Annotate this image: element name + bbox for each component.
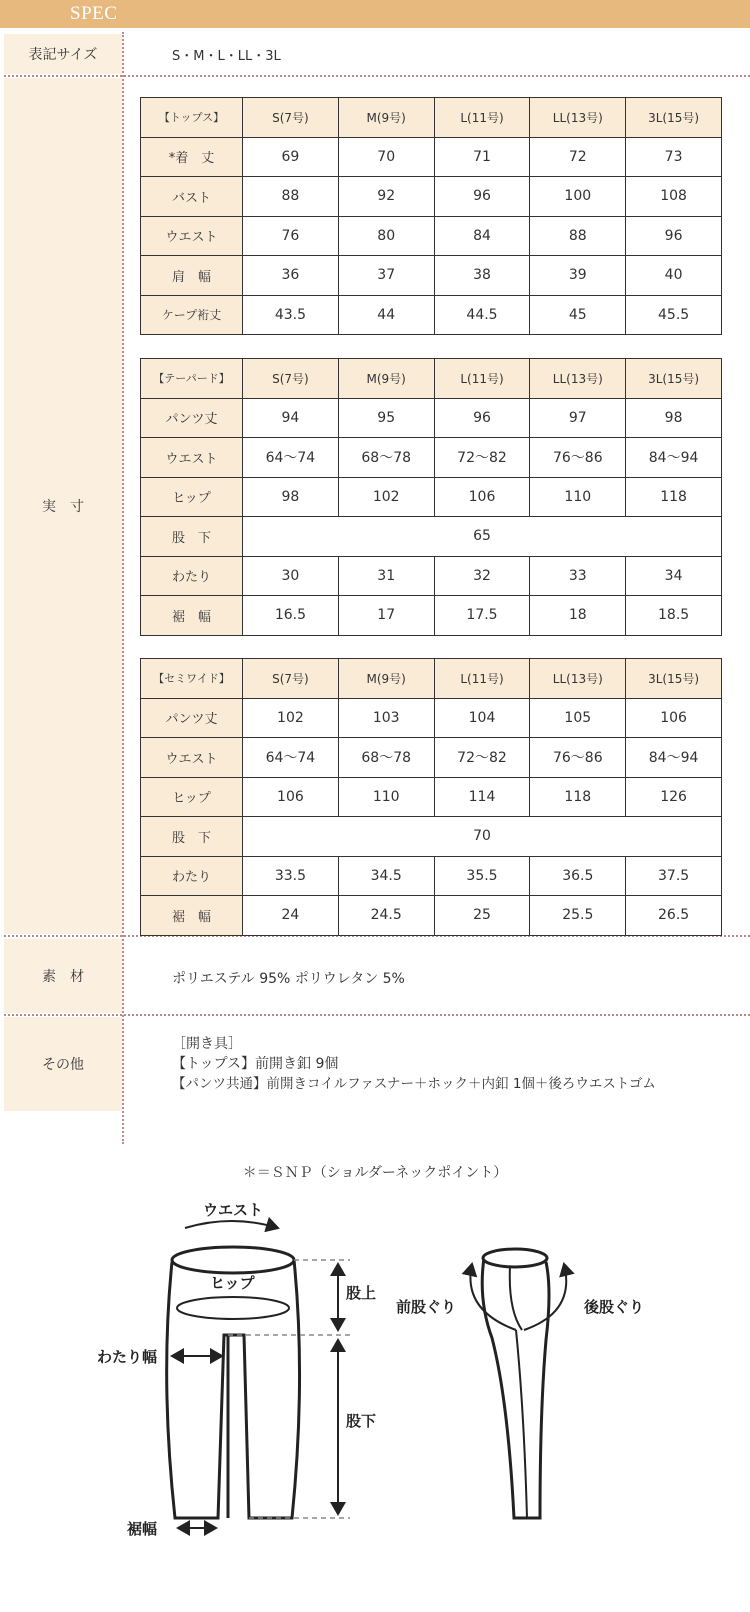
table-header-cell: 【セミワイド】 [141,659,243,699]
table-cell: 108 [626,177,722,217]
table-cell: 64〜74 [243,738,339,778]
table-cell: 114 [434,777,530,817]
table-cell: 84〜94 [626,738,722,778]
row-label: ヒップ [141,477,243,517]
table-cell: 84 [434,216,530,256]
table-header-cell: LL(13号) [530,98,626,138]
table-cell: 97 [530,398,626,438]
table-header-cell: S(7号) [243,359,339,399]
table-header-cell: M(9号) [338,98,434,138]
row-label: パンツ丈 [141,698,243,738]
table-cell: 100 [530,177,626,217]
table-cell-merged: 65 [243,517,722,557]
size-notation-value: S・M・L・LL・3L [172,49,281,64]
table-cell: 110 [530,477,626,517]
table-row [141,398,722,438]
table-cell: 88 [530,216,626,256]
side-pants-illustration [482,1249,549,1518]
table-header-cell: S(7号) [243,659,339,699]
table-cell: 76〜86 [530,438,626,478]
material-value: ポリエステル 95% ポリウレタン 5% [172,971,405,987]
row-label: ウエスト [141,738,243,778]
table-header-row [141,98,722,138]
table-row [141,517,722,557]
table-cell: 92 [338,177,434,217]
table-cell: 103 [338,698,434,738]
table-row [141,896,722,936]
table-row [141,698,722,738]
table-cell: 106 [626,698,722,738]
row-label: ウエスト [141,216,243,256]
table-cell: 110 [338,777,434,817]
table-header-cell: LL(13号) [530,659,626,699]
other-label: その他 [4,1017,122,1111]
spec-title: SPEC [70,3,118,24]
table-row [141,256,722,296]
thigh-width-label: わたり幅 [97,1348,158,1366]
table-header-cell: L(11号) [434,98,530,138]
table-cell: 24 [243,896,339,936]
table-cell: 118 [626,477,722,517]
table-cell: 30 [243,556,339,596]
table-cell: 68〜78 [338,438,434,478]
table-cell: 40 [626,256,722,296]
actual-size-label: 実 寸 [4,78,122,934]
table-cell: 33.5 [243,856,339,896]
table-cell: 36.5 [530,856,626,896]
table-cell: 96 [626,216,722,256]
hip-label: ヒップ [210,1274,255,1292]
table-cell: 98 [243,477,339,517]
other-line: 【トップス】前開き釦 9個 [172,1056,339,1072]
row-divider [4,1014,750,1016]
table-cell: 95 [338,398,434,438]
table-header-cell: 3L(15号) [626,359,722,399]
table-cell: 102 [338,477,434,517]
table-row [141,856,722,896]
table-cell: 43.5 [243,295,339,335]
table-row [141,777,722,817]
table-header-cell: L(11号) [434,659,530,699]
table-cell: 118 [530,777,626,817]
table-row [141,137,722,177]
table-cell: 32 [434,556,530,596]
table-cell: 26.5 [626,896,722,936]
table-cell: 35.5 [434,856,530,896]
other-line: ［開き具］ [172,1036,242,1052]
table-row [141,216,722,256]
table-row [141,477,722,517]
tops-size-table [140,97,722,335]
table-cell: 17 [338,596,434,636]
hip-arrow [177,1297,289,1319]
table-cell: 106 [243,777,339,817]
table-cell: 16.5 [243,596,339,636]
table-cell: 98 [626,398,722,438]
table-header-cell: 【テーパード】 [141,359,243,399]
table-cell: 105 [530,698,626,738]
other-value [172,1034,656,1094]
table-cell: 70 [338,137,434,177]
table-cell: 45 [530,295,626,335]
row-label: ウエスト [141,438,243,478]
table-header-cell: L(11号) [434,359,530,399]
table-cell: 18 [530,596,626,636]
table-header-row [141,359,722,399]
table-cell: 39 [530,256,626,296]
table-cell: 96 [434,177,530,217]
measurement-diagram [0,1180,750,1612]
table-row [141,817,722,857]
table-cell: 34.5 [338,856,434,896]
table-header-row [141,659,722,699]
table-header-cell: M(9号) [338,659,434,699]
table-cell: 72〜82 [434,438,530,478]
table-cell: 44.5 [434,295,530,335]
table-cell: 76 [243,216,339,256]
row-label: 肩 幅 [141,256,243,296]
table-cell: 88 [243,177,339,217]
table-cell: 72 [530,137,626,177]
table-cell: 69 [243,137,339,177]
table-cell: 84〜94 [626,438,722,478]
table-header-cell: 3L(15号) [626,659,722,699]
vertical-divider [122,32,124,1144]
table-header-cell: 3L(15号) [626,98,722,138]
waist-label: ウエスト [203,1201,264,1219]
table-row [141,556,722,596]
row-label: ヒップ [141,777,243,817]
table-cell: 37 [338,256,434,296]
row-label: パンツ丈 [141,398,243,438]
row-label: *着 丈 [141,137,243,177]
table-row [141,596,722,636]
material-label: 素 材 [4,939,122,1013]
semiwide-size-table [140,658,722,936]
back-rise-arrow [524,1264,566,1330]
table-header-cell: 【トップス】 [141,98,243,138]
table-cell: 33 [530,556,626,596]
table-cell: 24.5 [338,896,434,936]
waist-arrow [185,1221,278,1228]
snp-note: ＊＝ＳＮＰ（ショルダーネックポイント） [242,1165,508,1181]
table-cell: 25 [434,896,530,936]
table-cell: 64〜74 [243,438,339,478]
table-cell: 18.5 [626,596,722,636]
table-cell: 25.5 [530,896,626,936]
table-cell: 96 [434,398,530,438]
table-header-cell: S(7号) [243,98,339,138]
table-cell: 106 [434,477,530,517]
tapered-size-table [140,358,722,636]
table-cell: 34 [626,556,722,596]
table-cell: 72〜82 [434,738,530,778]
row-label: 股 下 [141,517,243,557]
row-label: わたり [141,556,243,596]
table-cell: 45.5 [626,295,722,335]
table-header-cell: M(9号) [338,359,434,399]
table-row [141,738,722,778]
table-cell: 38 [434,256,530,296]
inseam-label: 股下 [346,1412,377,1430]
table-row [141,438,722,478]
table-row [141,177,722,217]
table-cell: 37.5 [626,856,722,896]
row-label: 裾 幅 [141,596,243,636]
table-cell: 44 [338,295,434,335]
row-label: 裾 幅 [141,896,243,936]
size-notation-label: 表記サイズ [4,34,122,74]
table-cell: 17.5 [434,596,530,636]
table-row [141,295,722,335]
row-divider [4,75,750,77]
table-cell: 94 [243,398,339,438]
table-cell: 71 [434,137,530,177]
table-cell: 73 [626,137,722,177]
table-cell: 126 [626,777,722,817]
table-cell: 36 [243,256,339,296]
row-label: わたり [141,856,243,896]
table-cell-merged: 70 [243,817,722,857]
back-rise-label: 後股ぐり [584,1298,645,1316]
other-line: 【パンツ共通】前開きコイルファスナー＋ホック＋内釦 1個＋後ろウエストゴム [172,1076,656,1092]
rise-label: 股上 [346,1284,377,1302]
row-label: 股 下 [141,817,243,857]
table-cell: 104 [434,698,530,738]
table-cell: 31 [338,556,434,596]
table-cell: 80 [338,216,434,256]
hem-width-label: 裾幅 [127,1520,158,1538]
front-rise-label: 前股ぐり [396,1298,457,1316]
row-label: ケープ裄丈 [141,295,243,335]
spec-header-bar [0,0,750,28]
row-label: バスト [141,177,243,217]
table-cell: 68〜78 [338,738,434,778]
table-cell: 102 [243,698,339,738]
table-header-cell: LL(13号) [530,359,626,399]
table-cell: 76〜86 [530,738,626,778]
